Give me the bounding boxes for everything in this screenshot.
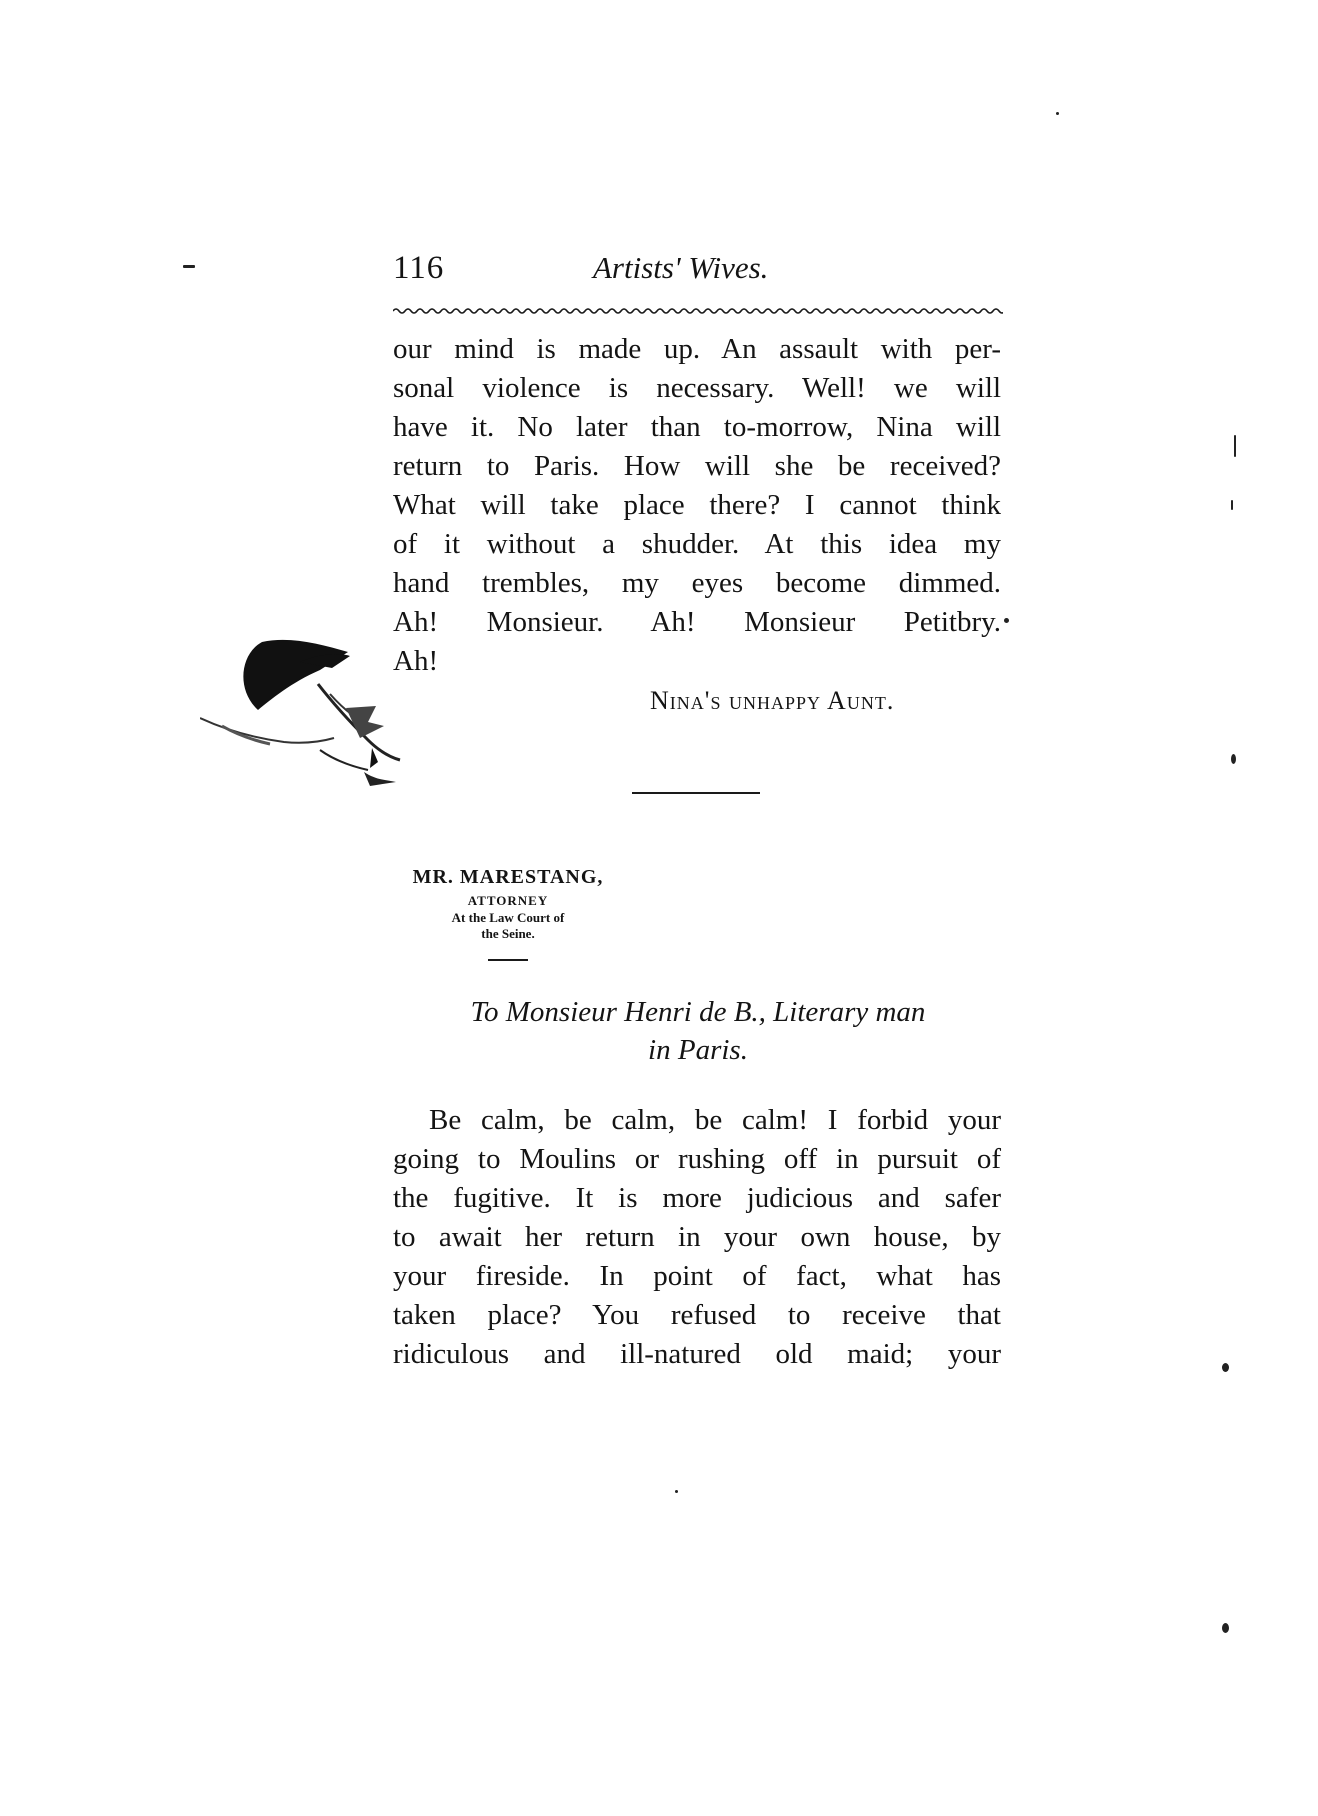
text-line: hand trembles, my eyes become dimmed.	[393, 567, 1001, 599]
text-line: Ah! Monsieur. Ah! Monsieur Petitbry.	[393, 606, 1001, 638]
text-line: taken place? You refused to receive that	[393, 1299, 1001, 1331]
scan-speck	[1231, 754, 1236, 764]
running-title: Artists' Wives.	[593, 250, 769, 285]
text-line: your fireside. In point of fact, what has	[393, 1260, 1001, 1292]
text-line: to await her return in your own house, by	[393, 1221, 1001, 1253]
scan-speck	[1004, 618, 1009, 623]
scan-speck	[1222, 1363, 1229, 1372]
letterhead-title: ATTORNEY	[467, 893, 549, 908]
text-line: going to Moulins or rushing off in pursuit of	[393, 1143, 1001, 1175]
text-line: have it. No later than to-morrow, Nina will	[393, 411, 1001, 443]
text-line: return to Paris. How will she be received?	[393, 450, 1001, 482]
text-line: ridiculous and ill-natured old maid; your	[393, 1338, 1001, 1370]
text-line: What will take place there? I cannot think	[393, 489, 1001, 521]
scan-speck	[675, 1490, 678, 1493]
letter-body-2	[393, 1101, 1001, 1374]
letter-body-1	[393, 330, 1001, 681]
text-line: the fugitive. It is more judicious and safer	[393, 1182, 1001, 1214]
hand-illustration	[200, 630, 470, 810]
signature: Nina's unhappy Aunt.	[650, 686, 895, 715]
scan-speck	[1056, 112, 1059, 115]
letterhead-rule	[488, 959, 528, 961]
letterhead-court-line: At the Law Court of	[451, 910, 565, 925]
letterhead-name: MR. MARESTANG,	[412, 866, 604, 888]
letter-address	[393, 993, 1003, 1069]
scan-speck	[1231, 500, 1233, 510]
letterhead	[393, 866, 623, 961]
section-divider	[632, 792, 760, 794]
text-line: our mind is made up. An assault with per-	[393, 333, 1001, 365]
text-line: sonal violence is necessary. Well! we will	[393, 372, 1001, 404]
wavy-header-rule	[393, 306, 1003, 316]
page-number: 116	[393, 250, 445, 286]
running-header	[393, 250, 1003, 300]
address-line: in Paris.	[648, 1034, 748, 1066]
text-line: Ah!	[393, 645, 439, 677]
scan-speck	[1234, 435, 1236, 457]
text-line: of it without a shudder. At this idea my	[393, 528, 1001, 560]
scan-speck	[1222, 1623, 1229, 1633]
scan-speck	[183, 265, 195, 268]
letterhead-court-line: the Seine.	[481, 926, 535, 941]
address-line: To Monsieur Henri de B., Literary man	[470, 996, 926, 1028]
text-line: Be calm, be calm, be calm! I forbid your	[429, 1104, 1001, 1136]
